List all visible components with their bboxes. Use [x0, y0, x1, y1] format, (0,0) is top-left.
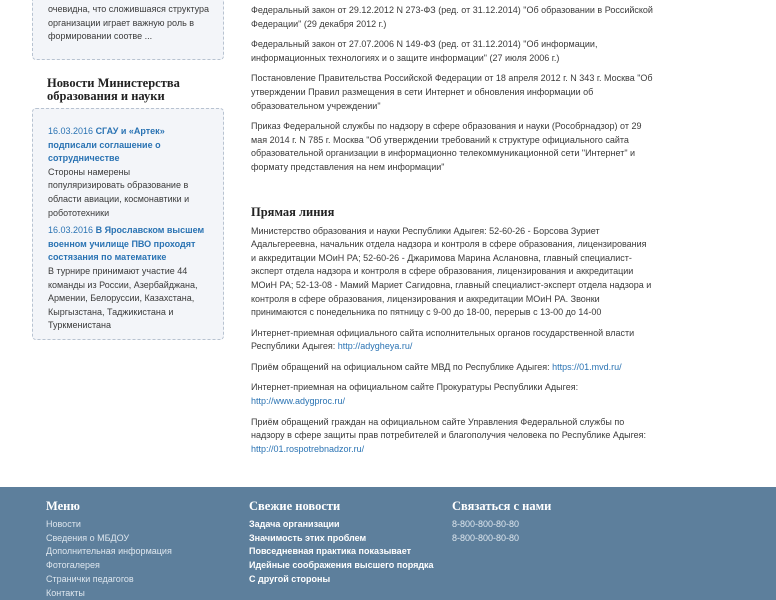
- footer-contact: [452, 499, 551, 545]
- hotline-title: Прямая линия: [251, 204, 335, 219]
- contact-text: Интернет-приемная на официальном сайте Прокуратуры Республики Адыгея:: [251, 382, 579, 393]
- hotline-text: Министерство образования и науки Республики Адыгея: 52-60-26 - Борсова Зуриет Адальгереевна, начальник отдела надзора и контроля в сфере образования, лицензирования и аккредитации МОиН РА; 52-60-26 - Джаримова Марина Аслановна, главный специалист-эксперт отдела надзора и контроля в сфере образования, лицензирования и аккредитации МОиН РА; 52-13-08 - Мамий Мариет Сагидовна, главный специалист-эксперт отдела надзора и контроля в сфере образования, лицензирования и аккредитации МОиН РА. Звонки принимаются с понедельника по пятницу с 9-00 до 18-00, перерыв с 13-00 до 14-00: [251, 225, 652, 318]
- sidebar-news-box: [32, 108, 224, 340]
- law-item: Федеральный закон от 29.12.2012 N 273-ФЗ (ред. от 31.12.2014) "Об образовании в Российской Федерации" (29 декабря 2012 г.): [251, 5, 653, 29]
- footer-menu-item[interactable]: Сведения о МБДОУ: [46, 532, 130, 543]
- news-title-link[interactable]: В Ярославском высшем военном училище ПВО проходят состязания по математике: [48, 225, 205, 263]
- contact-item: [251, 381, 653, 408]
- contact-text: Приём обращений граждан на официальном сайте Управления Федеральной службы по надзору в сфере защиты прав потребителей и благополучия человека по Республике Адыгея:: [251, 416, 647, 441]
- contact-link[interactable]: http://adygheya.ru/: [337, 341, 413, 352]
- footer-phone: 8-800-800-80-80: [452, 532, 520, 543]
- footer-menu-item[interactable]: Фотогалерея: [46, 560, 100, 571]
- footer-news-item[interactable]: Идейные соображения высшего порядка: [249, 560, 434, 571]
- footer-menu-item[interactable]: Новости: [46, 519, 81, 529]
- contact-link[interactable]: http://www.adygproc.ru/: [251, 396, 346, 407]
- law-item: Федеральный закон от 27.07.2006 N 149-ФЗ (ред. от 31.12.2014) "Об информации, информационных технологиях и о защите информации" (27 июля 2006 г.): [251, 39, 598, 63]
- footer-news-item[interactable]: Повседневная практика показывает: [249, 546, 411, 557]
- footer-menu-title: Меню: [46, 499, 80, 513]
- footer-menu: [46, 499, 172, 600]
- contact-text: Приём обращений на официальном сайте МВД по Республике Адыгея:: [251, 361, 553, 372]
- news-text: В турнире принимают участие 44 команды из России, Азербайджана, Армении, Белоруссии, Казахстана, Кыргызстана, Таджикистана и Туркменистана: [48, 265, 198, 331]
- footer-menu-item[interactable]: Странички педагогов: [46, 573, 134, 584]
- footer-menu-item[interactable]: Контакты: [46, 587, 85, 598]
- contact-link[interactable]: http://01.rospotrebnadzor.ru/: [251, 443, 365, 454]
- footer-news-item[interactable]: Задача организации: [249, 519, 340, 529]
- footer: [0, 487, 776, 600]
- contact-item: [251, 361, 653, 375]
- news-item: [48, 125, 209, 220]
- contact-item: [251, 327, 653, 354]
- news-text: Стороны намерены популяризировать образование в области авиации, космонавтики и робототехники: [48, 166, 190, 218]
- footer-menu-item[interactable]: Дополнительная информация: [46, 546, 172, 557]
- contact-link[interactable]: https://01.mvd.ru/: [552, 361, 622, 372]
- footer-news-title: Свежие новости: [249, 499, 341, 513]
- main-content: [251, 4, 653, 463]
- footer-news-item[interactable]: Значимость этих проблем: [249, 532, 367, 543]
- sidebar-news-heading: Новости Министерства образования и науки: [47, 76, 180, 103]
- news-date: 16.03.2016: [48, 126, 94, 136]
- law-item: Постановление Правительства Российской Федерации от 18 апреля 2012 г. N 343 г. Москва "Об утверждении Правил размещения в сети Интернет и обновления информации об образовательном учреждении": [251, 73, 653, 111]
- law-item: Приказ Федеральной службы по надзору в сфере образования и науки (Рособрнадзор) от 29 мая 2014 г. N 785 г. Москва "Об утверждении требований к структуре официального сайта образовательной организации в информационно телекоммуникационной сети "Интернет" и формату представления на нем информации": [251, 121, 642, 172]
- contact-item: [251, 416, 653, 457]
- footer-news-item[interactable]: С другой стороны: [249, 573, 331, 584]
- contact-text: Интернет-приемная официального сайта исполнительных органов государственной власти Республики Адыгея:: [251, 327, 635, 352]
- sidebar-intro-box: [32, 0, 224, 60]
- footer-news: [249, 499, 434, 587]
- news-date: 16.03.2016: [48, 225, 94, 236]
- news-title-link[interactable]: СГАУ и «Артек» подписали соглашение о сотрудничестве: [48, 126, 165, 164]
- footer-phone: 8-800-800-80-80: [452, 519, 520, 529]
- footer-contact-title: Связаться с нами: [452, 499, 552, 513]
- sidebar-intro-text: очевидна, что сложившаяся структура организации играет важную роль в формировании соотве ...: [48, 4, 210, 42]
- news-item: [48, 224, 209, 333]
